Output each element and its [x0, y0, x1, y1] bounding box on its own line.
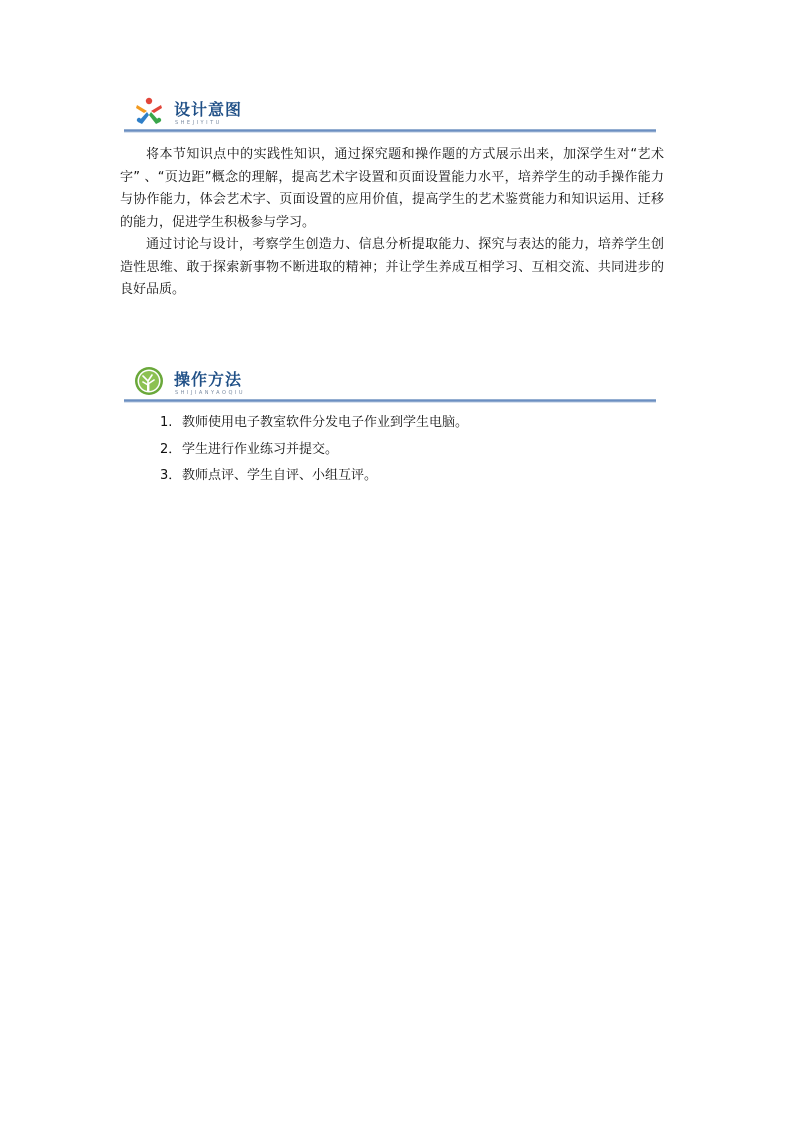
section-title: 操作方法: [174, 370, 243, 389]
step-number: 1.: [160, 415, 173, 430]
step-number: 2．: [160, 441, 182, 457]
operation-steps-list: [160, 410, 660, 490]
step-number: 3．: [160, 468, 182, 483]
section-rule-shadow: [124, 132, 656, 133]
section-subtitle: SHEJIYITU: [175, 120, 222, 126]
section-rule-shadow: [124, 402, 656, 403]
step-text: 教师使用电子教室软件分发电子作业到学生电脑。: [182, 415, 469, 430]
section-header-design-intent: [124, 94, 656, 138]
section-header-operation-method: [124, 364, 656, 408]
list-item: [160, 437, 660, 464]
step-text: 教师点评、学生自评、小组互评。: [182, 468, 378, 483]
stylized-people-logo-icon: [134, 96, 164, 126]
list-item: [160, 410, 660, 437]
section-title: 设计意图: [174, 100, 243, 119]
list-item: [160, 463, 660, 490]
step-text: 学生进行作业练习并提交。: [182, 441, 339, 457]
design-intent-body: [120, 144, 664, 302]
paragraph: 将本节知识点中的实践性知识，通过探究题和操作题的方式展示出来，加深学生对“艺术字” 、“页边距”概念的理解，提高艺术字设置和页面设置能力水平，培养学生的动手操作能力与协作能力，体会艺术字、页面设置的应用价值，提高学生的艺术鉴赏能力和知识运用、迁移的能力，促进学生积极参与学习。: [120, 147, 664, 230]
section-subtitle: SHIJIANYAOQIU: [175, 390, 246, 396]
paragraph: 通过讨论与设计，考察学生创造力、信息分析提取能力、探究与表达的能力，培养学生创造性思维、敢于探索新事物不断进取的精神；并让学生养成互相学习、互相交流、共同进步的良好品质。: [120, 237, 664, 297]
tree-circle-icon: [134, 366, 164, 396]
